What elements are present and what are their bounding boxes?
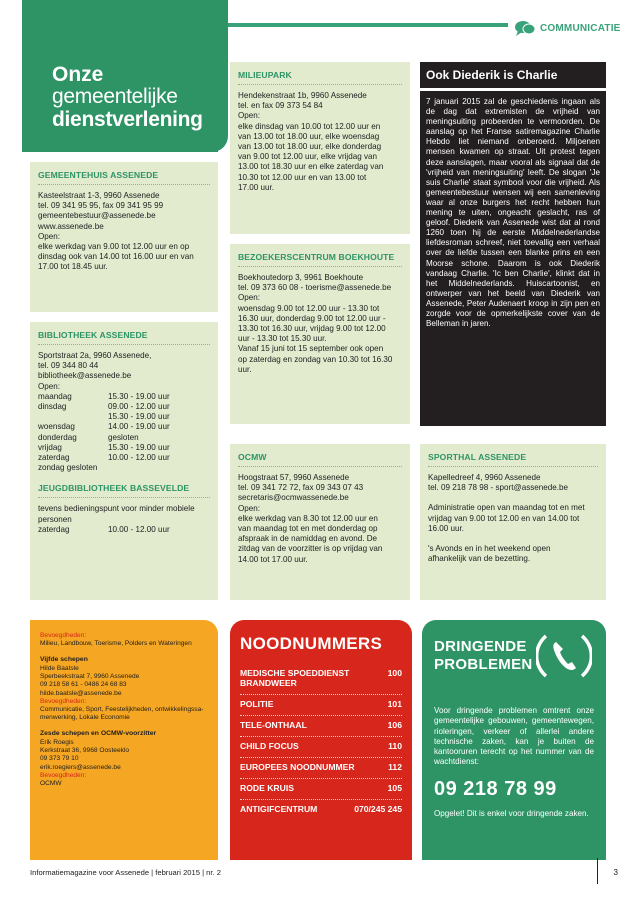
schedule-hours: 15.30 - 19.00 uur xyxy=(108,442,170,452)
speech-bubble-icon xyxy=(514,20,536,36)
text-line: Milieu, Landbouw, Toerisme, Polders en Wateringen xyxy=(40,640,192,648)
text-line: 's Avonds en in het weekend open xyxy=(428,544,551,554)
text-line: Hilde Baatsle xyxy=(40,665,79,672)
text-line: bibliotheek@assenede.be xyxy=(38,371,132,381)
divider xyxy=(38,497,210,498)
text-line: 09 218 58 61 - 0486 24 68 83 xyxy=(40,681,127,689)
schedule-hours: gesloten xyxy=(108,432,139,442)
dringend-box xyxy=(422,620,606,860)
spacer xyxy=(40,722,208,730)
noodnummer-row xyxy=(240,737,402,758)
divider xyxy=(38,344,210,345)
noodnummer-row xyxy=(240,758,402,779)
text-line: 13.00 tot 18.30 uur en elke zaterdag van xyxy=(238,162,384,172)
noodnummer-name: RODE KRUIS xyxy=(240,783,294,793)
schedule-hours: 10.00 - 12.00 uur xyxy=(108,453,170,463)
page-number: 3 xyxy=(613,868,618,877)
noodnummers-list xyxy=(240,664,402,820)
divider xyxy=(428,466,598,467)
text-line: tel. 09 373 60 08 - toerisme@assenede.be xyxy=(238,283,392,293)
schedule-day: vrijdag xyxy=(38,442,62,452)
text-line: 17.00 uur. xyxy=(238,182,275,192)
text-line: menwerking, Lokale Economie xyxy=(40,714,130,722)
text-line: tel. 09 344 80 44 xyxy=(38,361,99,371)
schedule-day: woensdag xyxy=(38,422,75,432)
text-line: Kerkstraat 36, 9968 Oosteeklo xyxy=(40,747,130,755)
bibliotheek-body xyxy=(38,351,210,392)
section-header-bar xyxy=(222,17,636,43)
dringend-title-line-2: PROBLEMEN xyxy=(434,656,533,673)
text-line: Open: xyxy=(238,293,261,303)
schedule-hours: 09.00 - 12.00 uur xyxy=(108,402,170,412)
dringend-footnote: Opgelet! Dit is enkel voor dringende zaken. xyxy=(434,808,589,818)
noodnummer-name: TELE-ONTHAAL xyxy=(240,720,307,730)
noodnummer-name: EUROPEES NOODNUMMER xyxy=(240,762,355,772)
schedule-day: zaterdag xyxy=(38,453,70,463)
text-line: Vanaf 15 juni tot 15 september ook open xyxy=(238,344,384,354)
sporthal-box xyxy=(420,444,606,600)
text-line: elke werkdag van 8.30 tot 12.00 uur en xyxy=(238,513,378,523)
text-line: Sperbeekstraat 7, 9960 Assenede xyxy=(40,673,140,681)
text-line: 16.30 uur, donderdag 9.00 tot 12.00 uur - xyxy=(238,313,386,323)
text-line: 09 373 79 10 xyxy=(40,755,79,763)
noodnummer-row xyxy=(240,695,402,716)
text-line: Sportstraat 2a, 9960 Assenede, xyxy=(38,351,152,360)
charlie-text: 7 januari 2015 zal de geschiedenis ingaan als de dag dat extremisten de vrijheid van meningsuiting probeerden te vermoorden. De aanslag op het Franse satiremagazine Charlie Hebdo liet niemand onberoerd. Miljoenen mensen kwamen op straat. Uit protest tegen deze aanslagen, maar vooral als signaal dat de 'vrijheid van meningsuiting' leeft. De slogan 'Je suis Charlie' staat symbool voor die vrijheid. Als gemeentebestuur wensen wij een samenleving waar al onze burgers het recht hebben hun mening te uiten, ongeacht geslacht, ras of geloof. Diederik van Assenede wist dat al rond 1260 toen hij de eerste Middelnederlandse liefdesroman schreef, niet toevallig een verhaal over de liefde tussen een blanke prins en een Moorse schone. Daarom is ook Diederik vandaag Charlie. 'Ic ben Charlie', klinkt dat in het Middelnederlands. Huiscartoonist, en ontwerper van het beeld van Diederik van Assenede, Peter Audenaert kroop in zijn pen en zorgde voor de opmerkelijkste cover van de Belleman in jaren. xyxy=(426,97,600,329)
jeugdbib-title: JEUGDBIBLIOTHEEK BASSEVELDE xyxy=(38,483,190,494)
wachtdienst-number: 09 218 78 99 xyxy=(434,777,557,800)
schedule-day xyxy=(38,412,108,422)
milieupark-body xyxy=(238,91,402,193)
section-tag-label: COMMUNICATIE xyxy=(540,22,621,34)
schepenen-box xyxy=(30,620,218,860)
schedule-hours: 15.30 - 19.00 uur xyxy=(108,391,170,401)
text-line: tevens bedieningspunt voor minder mobiele xyxy=(38,504,195,514)
hero-line-1: Onze xyxy=(52,63,104,86)
schedule-hours: 15.30 - 19.00 uur xyxy=(108,412,170,422)
noodnummer-name: POLITIE xyxy=(240,699,274,709)
text-line: vrijdag van 9.00 tot 12.00 en van 14.00 tot xyxy=(428,513,580,523)
text-line: Communicatie, Sport, Feestelijkheden, ontwikkelingssa- xyxy=(40,706,204,714)
text-line: gemeentebestuur@assenede.be xyxy=(38,211,156,221)
footer-rule xyxy=(597,858,598,884)
hero-line-3: dienstverlening xyxy=(52,108,203,131)
text-line: OCMW xyxy=(40,780,62,788)
text-line: Administratie open van maandag tot en met xyxy=(428,503,585,513)
text-line: uur - 13.30 tot 15.30 uur. xyxy=(238,334,327,344)
bibliotheek-title: BIBLIOTHEEK ASSENEDE xyxy=(38,330,148,340)
gemeentehuis-title: GEMEENTEHUIS ASSENEDE xyxy=(38,170,159,180)
text-line: 17.00 tot 18.45 uur. xyxy=(38,262,108,272)
text-line: Hendekenstraat 1b, 9960 Assenede xyxy=(238,91,367,100)
ocmw-body xyxy=(238,473,402,565)
dringend-title-line-1: DRINGENDE xyxy=(434,638,527,655)
sporthal-address xyxy=(428,473,598,493)
schedule-day: donderdag xyxy=(38,432,77,442)
text-line: personen xyxy=(38,514,72,524)
milieupark-title: MILIEUPARK xyxy=(238,70,292,80)
section-tag xyxy=(508,17,636,39)
bezoekerscentrum-title: BEZOEKERSCENTRUM BOEKHOUTE xyxy=(238,252,395,262)
noodnummer-row xyxy=(240,664,402,695)
bevoegdheden-label: Bevoegdheden: xyxy=(40,771,87,779)
noodnummer-number: 100 xyxy=(387,668,402,678)
noodnummer-number: 105 xyxy=(387,783,402,793)
noodnummer-number: 112 xyxy=(388,762,402,772)
divider xyxy=(238,266,402,267)
text-line: Boekhoutedorp 3, 9961 Boekhoute xyxy=(238,273,364,282)
noodnummer-row xyxy=(240,800,402,820)
noodnummers-title: NOODNUMMERS xyxy=(240,634,383,653)
schedule-day: maandag xyxy=(38,391,72,401)
text-line: uur. xyxy=(238,364,252,374)
text-line: Kasteelstraat 1-3, 9960 Assenede xyxy=(38,191,160,200)
bezoekerscentrum-body xyxy=(238,273,402,375)
hero-title xyxy=(52,64,203,132)
gemeentehuis-body xyxy=(38,191,210,273)
divider xyxy=(238,84,402,85)
text-line: 10.30 tot 12.00 uur en van 13.00 tot xyxy=(238,172,367,182)
text-line: 14.00 tot 17.00 uur. xyxy=(238,554,308,564)
divider xyxy=(238,466,402,467)
noodnummer-number: 106 xyxy=(387,720,402,730)
bevoegdheden-label: Bevoegdheden: xyxy=(40,697,87,705)
text-line: tel. en fax 09 373 54 84 xyxy=(238,101,323,111)
sporthal-evening xyxy=(428,544,598,564)
footer-text: Informatiemagazine voor Assenede | februari 2015 | nr. 2 xyxy=(30,868,221,877)
text-line: Open: xyxy=(238,503,261,513)
text-line: Kapelledreef 4, 9960 Assenede xyxy=(428,473,541,482)
text-line: Open: xyxy=(38,231,61,241)
hero-banner xyxy=(22,0,218,152)
ocmw-box xyxy=(230,444,410,600)
schepen-role: Zesde schepen en OCMW-voorzitter xyxy=(40,730,157,738)
charlie-article xyxy=(420,62,606,426)
phone-icon xyxy=(536,628,592,684)
jeugdbib-schedule xyxy=(38,525,210,535)
bezoekerscentrum-box xyxy=(230,244,410,424)
text-line: elke werkdag van 9.00 tot 12.00 uur en op xyxy=(38,242,190,252)
bibliotheek-box xyxy=(30,322,218,600)
bibliotheek-schedule xyxy=(38,392,210,463)
schepen-role: Vijfde schepen xyxy=(40,656,88,664)
bevoegdheden-label: Bevoegdheden: xyxy=(40,632,87,639)
text-line: Hoogstraat 57, 9960 Assenede xyxy=(238,473,350,482)
noodnummer-name: MEDISCHE SPOEDDIENST BRANDWEER xyxy=(240,668,350,688)
text-line: op zaterdag en zondag van 10.30 tot 16.30 xyxy=(238,354,393,364)
milieupark-box xyxy=(230,62,410,234)
bibliotheek-sunday: zondag gesloten xyxy=(38,463,98,473)
text-line: afhankelijk van de bezetting. xyxy=(428,554,531,564)
hero-line-2: gemeentelijke xyxy=(52,85,178,108)
text-line: van 9.00 tot 12.00 uur, elke vrijdag van xyxy=(238,152,378,162)
sporthal-administratie xyxy=(428,503,598,534)
noodnummer-number: 070/245 245 xyxy=(354,804,402,814)
schedule-hours: 14.00 - 19.00 uur xyxy=(108,422,170,432)
text-line: hilde.baatsle@assenede.be xyxy=(40,689,122,697)
noodnummers-box xyxy=(230,620,412,860)
text-line: van maandag tot en met donderdag op xyxy=(238,524,378,534)
sporthal-title: SPORTHAL ASSENEDE xyxy=(428,452,527,462)
text-line: woensdag 9.00 tot 12.00 uur - 13.30 tot xyxy=(238,303,380,313)
ocmw-title: OCMW xyxy=(238,452,267,462)
text-line: elke dinsdag van 10.00 tot 12.00 uur en xyxy=(238,121,381,131)
noodnummer-row xyxy=(240,779,402,800)
noodnummer-row xyxy=(240,716,402,737)
text-line: 13.30 tot 16.30 uur, vrijdag 9.00 tot 12.00 xyxy=(238,324,386,334)
noodnummer-name: CHILD FOCUS xyxy=(240,741,299,751)
schedule-day: dinsdag xyxy=(38,402,67,412)
divider xyxy=(38,184,210,185)
gemeentehuis-box xyxy=(30,162,218,312)
text-line: Open: xyxy=(238,111,261,121)
charlie-title: Ook Diederik is Charlie xyxy=(420,62,606,91)
text-line: Open: xyxy=(38,381,61,391)
text-line: Erik Roegis xyxy=(40,739,74,747)
text-line: erik.roegiers@assenede.be xyxy=(40,763,121,771)
jeugdbib-body xyxy=(38,504,210,524)
schedule-hours: 10.00 - 12.00 uur xyxy=(108,524,170,534)
text-line: tel. 09 341 95 95, fax 09 341 95 99 xyxy=(38,201,164,211)
text-line: tel. 09 218 78 98 - sport@assenede.be xyxy=(428,483,569,493)
text-line: 16.00 uur. xyxy=(428,523,465,533)
text-line: secretaris@ocmwassenede.be xyxy=(238,493,349,503)
schedule-day: zaterdag xyxy=(38,524,70,534)
noodnummer-name: ANTIGIFCENTRUM xyxy=(240,804,318,814)
dringend-text: Voor dringende problemen omtrent onze gemeentelijke gebouwen, gemeentewegen, rioleringen, verkeer of allerlei andere technische zaken, kan je buiten de kantooruren terecht op het nummer van de wachtdienst: xyxy=(434,706,594,767)
text-line: afspraak in de namiddag en avond. De xyxy=(238,534,378,544)
text-line: zitdag van de voorzitter is op vrijdag van xyxy=(238,544,383,554)
text-line: dinsdag ook van 14.00 tot 16.00 uur en van xyxy=(38,252,194,262)
text-line: tel. 09 341 72 72, fax 09 343 07 43 xyxy=(238,483,364,493)
text-line: van 13.00 tot 18.00 uur, elke donderdag xyxy=(238,142,382,152)
text-line: www.assenede.be xyxy=(38,221,104,231)
noodnummer-number: 110 xyxy=(388,741,402,751)
spacer xyxy=(40,648,208,656)
noodnummer-number: 101 xyxy=(387,699,402,709)
text-line: van 13.00 tot 18.00 uur, elke woensdag xyxy=(238,131,380,141)
